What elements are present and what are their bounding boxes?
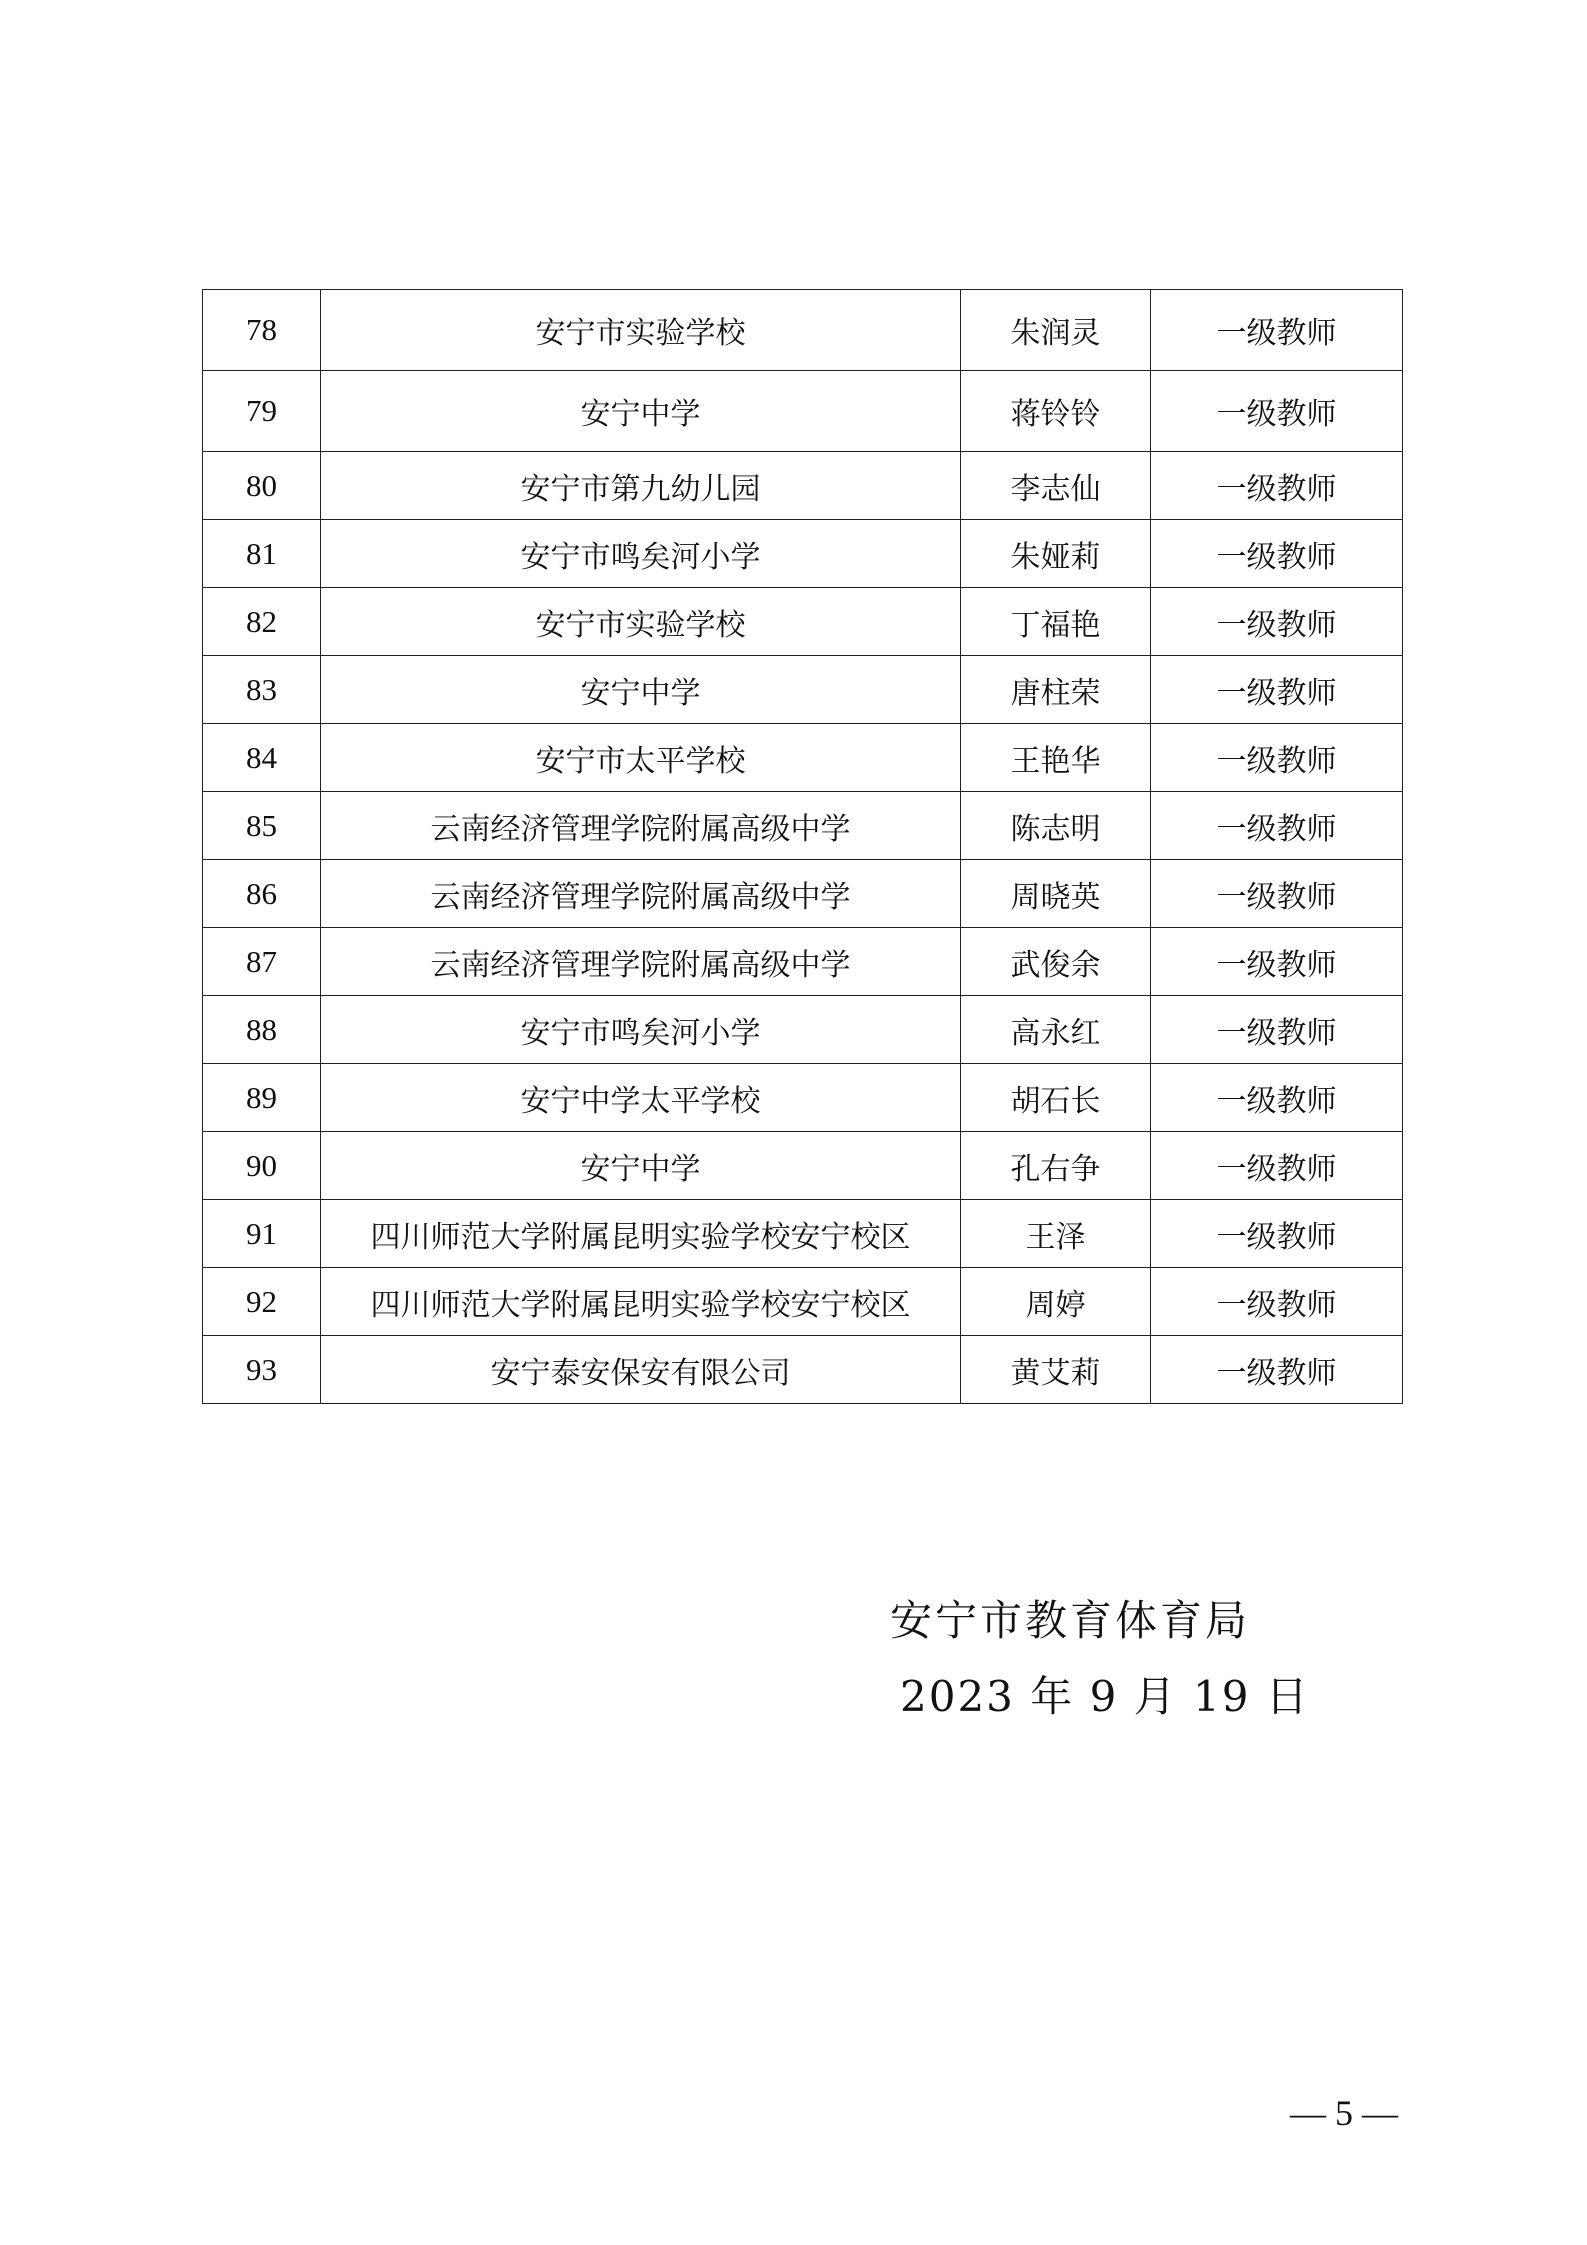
page-number: — 5 —: [1290, 2093, 1398, 2133]
school-cell: 安宁市第九幼儿园: [321, 452, 961, 520]
table-row: [203, 928, 1403, 996]
table-row: [203, 290, 1403, 371]
table-row: [203, 792, 1403, 860]
row-number: 80: [203, 452, 321, 520]
row-number: 89: [203, 1064, 321, 1132]
school-cell: 安宁泰安保安有限公司: [321, 1336, 961, 1404]
teacher-name-cell: 王泽: [961, 1200, 1151, 1268]
school-cell: 安宁市鸣矣河小学: [321, 520, 961, 588]
school-cell: 安宁市太平学校: [321, 724, 961, 792]
title-cell: 一级教师: [1151, 724, 1403, 792]
title-cell: 一级教师: [1151, 860, 1403, 928]
title-cell: 一级教师: [1151, 1268, 1403, 1336]
teacher-name-cell: 丁福艳: [961, 588, 1151, 656]
teacher-name-cell: 陈志明: [961, 792, 1151, 860]
teacher-name-cell: 周晓英: [961, 860, 1151, 928]
row-number: 81: [203, 520, 321, 588]
school-cell: 安宁市鸣矣河小学: [321, 996, 961, 1064]
row-number: 88: [203, 996, 321, 1064]
title-cell: 一级教师: [1151, 996, 1403, 1064]
school-cell: 云南经济管理学院附属高级中学: [321, 860, 961, 928]
row-number: 93: [203, 1336, 321, 1404]
row-number: 79: [203, 371, 321, 452]
title-cell: 一级教师: [1151, 792, 1403, 860]
teacher-name-cell: 黄艾莉: [961, 1336, 1151, 1404]
table-row: [203, 1336, 1403, 1404]
table-row: [203, 588, 1403, 656]
title-cell: 一级教师: [1151, 928, 1403, 996]
title-cell: 一级教师: [1151, 290, 1403, 371]
teacher-name-cell: 朱润灵: [961, 290, 1151, 371]
title-cell: 一级教师: [1151, 520, 1403, 588]
teacher-name-cell: 孔右争: [961, 1132, 1151, 1200]
title-cell: 一级教师: [1151, 656, 1403, 724]
title-cell: 一级教师: [1151, 1064, 1403, 1132]
row-number: 83: [203, 656, 321, 724]
teacher-name-cell: 胡石长: [961, 1064, 1151, 1132]
title-cell: 一级教师: [1151, 371, 1403, 452]
teacher-name-cell: 李志仙: [961, 452, 1151, 520]
table-row: [203, 520, 1403, 588]
row-number: 92: [203, 1268, 321, 1336]
school-cell: 安宁中学太平学校: [321, 1064, 961, 1132]
row-number: 91: [203, 1200, 321, 1268]
issue-date: 2023 年 9 月 19 日: [900, 1672, 1310, 1721]
teacher-name-cell: 蒋铃铃: [961, 371, 1151, 452]
school-cell: 安宁中学: [321, 1132, 961, 1200]
table-row: [203, 452, 1403, 520]
title-cell: 一级教师: [1151, 1336, 1403, 1404]
row-number: 85: [203, 792, 321, 860]
row-number: 90: [203, 1132, 321, 1200]
table-row: [203, 860, 1403, 928]
title-cell: 一级教师: [1151, 452, 1403, 520]
teacher-name-cell: 高永红: [961, 996, 1151, 1064]
school-cell: 四川师范大学附属昆明实验学校安宁校区: [321, 1200, 961, 1268]
title-cell: 一级教师: [1151, 1132, 1403, 1200]
table-row: [203, 656, 1403, 724]
teacher-roster-table: [202, 289, 1403, 1404]
title-cell: 一级教师: [1151, 1200, 1403, 1268]
school-cell: 四川师范大学附属昆明实验学校安宁校区: [321, 1268, 961, 1336]
teacher-name-cell: 朱娅莉: [961, 520, 1151, 588]
title-cell: 一级教师: [1151, 588, 1403, 656]
table-row: [203, 371, 1403, 452]
school-cell: 云南经济管理学院附属高级中学: [321, 928, 961, 996]
school-cell: 安宁市实验学校: [321, 290, 961, 371]
teacher-name-cell: 王艳华: [961, 724, 1151, 792]
row-number: 86: [203, 860, 321, 928]
teacher-name-cell: 唐柱荣: [961, 656, 1151, 724]
school-cell: 安宁市实验学校: [321, 588, 961, 656]
row-number: 82: [203, 588, 321, 656]
table-row: [203, 724, 1403, 792]
table-row: [203, 1132, 1403, 1200]
school-cell: 安宁中学: [321, 656, 961, 724]
row-number: 84: [203, 724, 321, 792]
table-row: [203, 1268, 1403, 1336]
teacher-name-cell: 武俊余: [961, 928, 1151, 996]
row-number: 87: [203, 928, 321, 996]
table-row: [203, 996, 1403, 1064]
school-cell: 云南经济管理学院附属高级中学: [321, 792, 961, 860]
issuing-authority: 安宁市教育体育局: [890, 1596, 1251, 1645]
teacher-name-cell: 周婷: [961, 1268, 1151, 1336]
table-row: [203, 1200, 1403, 1268]
table-row: [203, 1064, 1403, 1132]
school-cell: 安宁中学: [321, 371, 961, 452]
row-number: 78: [203, 290, 321, 371]
